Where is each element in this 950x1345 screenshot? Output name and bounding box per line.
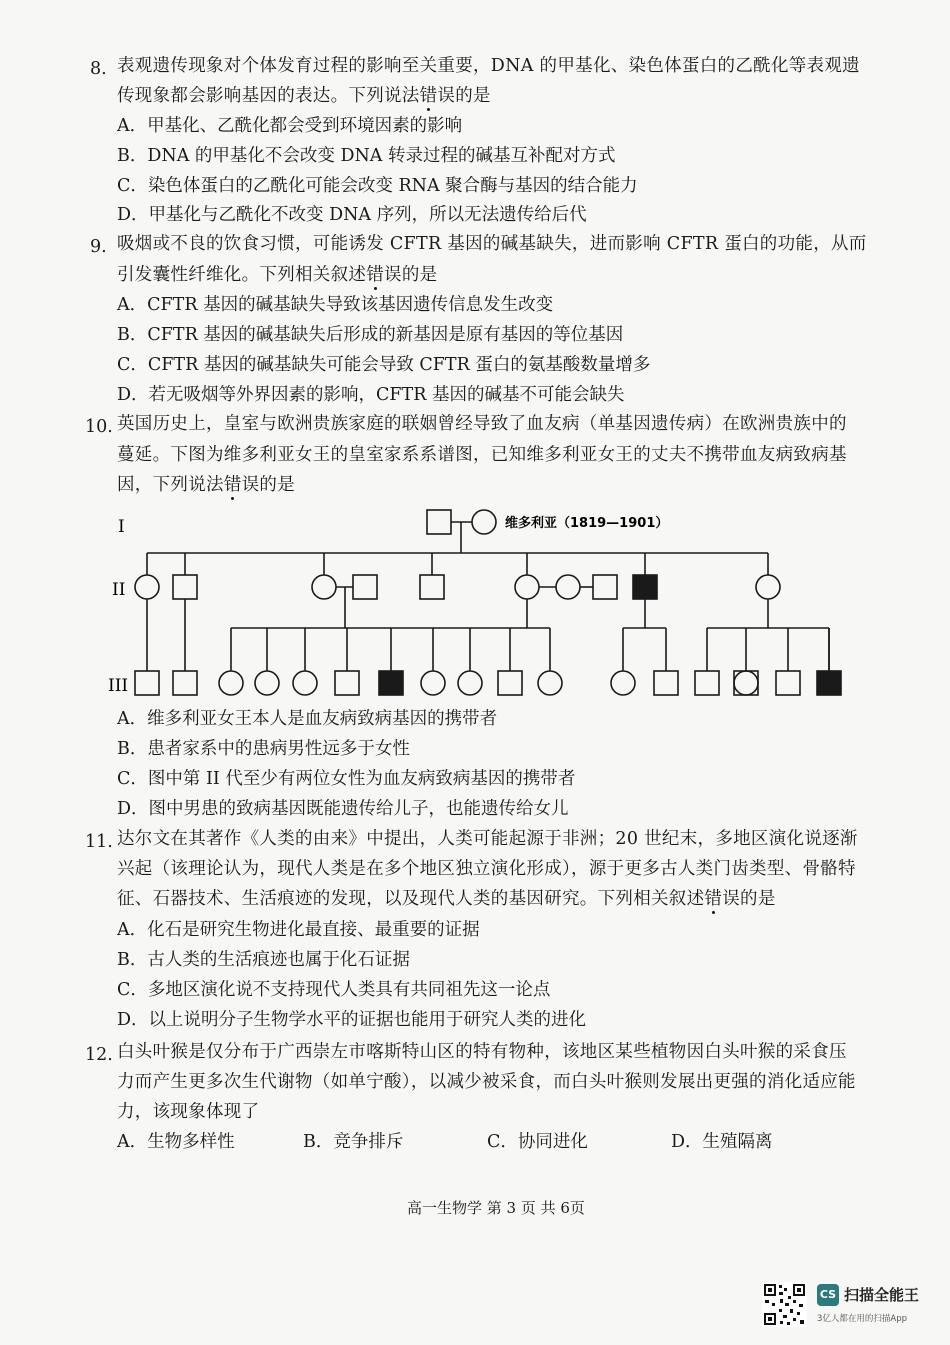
q12-stem-line1: 白头叶猴是仅分布于广西崇左市喀斯特山区的特有物种，该地区某些植物因白头叶猴的采食压 xyxy=(117,1042,847,1062)
victoria-female xyxy=(472,510,496,534)
q8-option-c: C．染色体蛋白的乙酰化可能会改变 RNA 聚合酶与基因的结合能力 xyxy=(117,176,638,196)
q9-option-a: A．CFTR 基因的碱基缺失导致该基因遗传信息发生改变 xyxy=(117,295,554,315)
q8-number: 8. xyxy=(90,59,107,79)
q11-option-d: D．以上说明分子生物学水平的证据也能用于研究人类的进化 xyxy=(117,1010,587,1030)
q12-number: 12. xyxy=(85,1045,113,1065)
q12-option-c: C．协同进化 xyxy=(487,1132,588,1152)
q9-stem-line1: 吸烟或不良的饮食习惯，可能诱发 CFTR 基因的碱基缺失，进而影响 CFTR 蛋白的功能，从而 xyxy=(117,234,867,254)
q11-stem-line1: 达尔文在其著作《人类的由来》中提出，人类可能起源于非洲；20 世纪末，多地区演化说逐渐 xyxy=(117,829,858,849)
scanner-watermark xyxy=(762,1282,937,1332)
qr-code-icon xyxy=(762,1282,807,1327)
q10-option-d: D．图中男患的致病基因既能遗传给儿子，也能遗传给女儿 xyxy=(117,799,569,819)
q11-option-c: C．多地区演化说不支持现代人类具有共同祖先这一论点 xyxy=(117,980,551,1000)
q9-option-b: B．CFTR 基因的碱基缺失后形成的新基因是原有基因的等位基因 xyxy=(117,325,624,345)
q10-option-a: A．维多利亚女王本人是血友病致病基因的携带者 xyxy=(117,709,498,729)
royal-pedigree-chart xyxy=(100,500,860,705)
q10-stem-line1: 英国历史上，皇室与欧洲贵族家庭的联姻曾经导致了血友病（单基因遗传病）在欧洲贵族中的 xyxy=(117,414,847,434)
scanner-app-name: 扫描全能王 xyxy=(844,1286,920,1304)
generation-ii-label: II xyxy=(112,580,126,600)
q11-number: 11. xyxy=(85,832,113,852)
q8-option-b: B．DNA 的甲基化不会改变 DNA 转录过程的碱基互补配对方式 xyxy=(117,146,616,166)
q8-stem-line1: 表观遗传现象对个体发育过程的影响至关重要，DNA 的甲基化、染色体蛋白的乙酰化等表观遗 xyxy=(117,56,860,76)
q9-number: 9. xyxy=(90,237,107,257)
q8-stem-line2: 传现象都会影响基因的表达。下列说法错误的是 xyxy=(117,86,491,106)
q12-stem-line3: 力，该现象体现了 xyxy=(117,1102,260,1122)
q10-number: 10. xyxy=(85,417,113,437)
q9-stem-line2: 引发囊性纤维化。下列相关叙述错误的是 xyxy=(117,265,438,285)
q12-option-a: A．生物多样性 xyxy=(117,1132,235,1152)
q12-option-d: D．生殖隔离 xyxy=(671,1132,773,1152)
victoria-husband-male xyxy=(427,510,451,534)
q11-option-a: A．化石是研究生物进化最直接、最重要的证据 xyxy=(117,920,480,940)
q10-stem-line3: 因，下列说法错误的是 xyxy=(117,475,296,495)
q9-option-c: C．CFTR 基因的碱基缺失可能会导致 CFTR 蛋白的氨基酸数量增多 xyxy=(117,355,651,375)
q12-option-b: B．竞争排斥 xyxy=(303,1132,404,1152)
camscanner-logo-icon: CS xyxy=(817,1284,839,1306)
q11-stem-line3: 征、石器技术、生活痕迹的发现，以及现代人类的基因研究。下列相关叙述错误的是 xyxy=(117,889,776,909)
q8-option-a: A．甲基化、乙酰化都会受到环境因素的影响 xyxy=(117,116,463,136)
q12-stem-line2: 力而产生更多次生代谢物（如单宁酸），以减少被采食，而白头叶猴则发展出更强的消化适应能 xyxy=(117,1072,856,1092)
generation-iii-label: III xyxy=(108,676,129,696)
scanner-tagline: 3亿人都在用的扫描App xyxy=(817,1314,908,1324)
q10-option-b: B．患者家系中的患病男性远多于女性 xyxy=(117,739,410,759)
victoria-label: 维多利亚（1819—1901） xyxy=(505,516,669,531)
q10-option-c: C．图中第 II 代至少有两位女性为血友病致病基因的携带者 xyxy=(117,769,576,789)
q11-option-b: B．古人类的生活痕迹也属于化石证据 xyxy=(117,950,410,970)
generation-i-label: I xyxy=(118,517,125,537)
q8-option-d: D．甲基化与乙酰化不改变 DNA 序列，所以无法遗传给后代 xyxy=(117,205,587,225)
page-footer: 高一生物学 第 3 页 共 6页 xyxy=(407,1199,585,1217)
q10-stem-line2: 蔓延。下图为维多利亚女王的皇室家系系谱图，已知维多利亚女王的丈夫不携带血友病致病基 xyxy=(117,445,847,465)
q11-stem-line2: 兴起（该理论认为，现代人类是在多个地区独立演化形成），源于更多古人类门齿类型、骨骼特 xyxy=(117,859,856,879)
q9-option-d: D．若无吸烟等外界因素的影响，CFTR 基因的碱基不可能会缺失 xyxy=(117,385,625,405)
